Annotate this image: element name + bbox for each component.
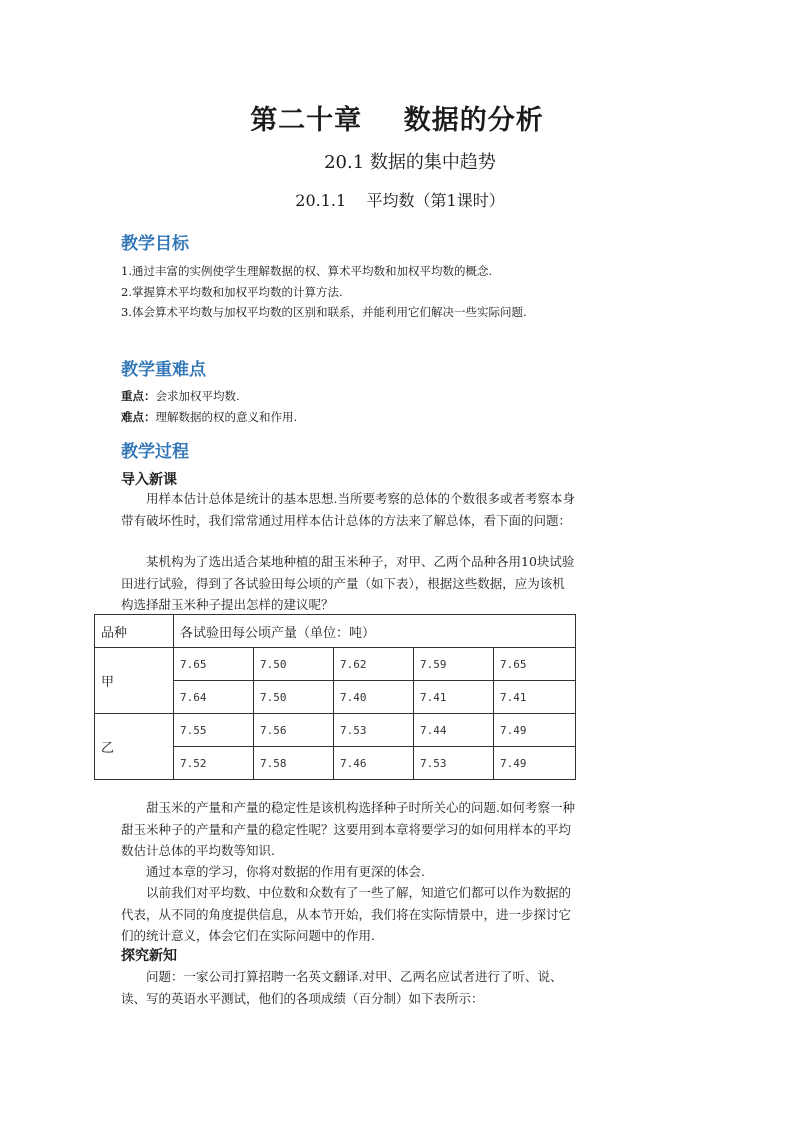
- table-row: [95, 714, 576, 747]
- difficult-point: [121, 407, 577, 429]
- table-cell: 7.41: [494, 681, 576, 714]
- after-table-paragraph-2: 通过本章的学习，你将对数据的作用有更深的体会.: [146, 864, 425, 879]
- table-cell: 7.64: [174, 681, 254, 714]
- table-cell: 7.44: [414, 714, 494, 747]
- table-cell: 7.53: [414, 747, 494, 780]
- table-cell: 7.41: [414, 681, 494, 714]
- table-row: [95, 648, 576, 681]
- difficult-point-label: 难点：: [121, 410, 156, 424]
- lesson-title: 20.1.1 平均数（第1课时）: [295, 191, 505, 210]
- table-cell: 7.59: [414, 648, 494, 681]
- explore-heading: 探究新知: [121, 948, 177, 964]
- section-title: 20.1 数据的集中趋势: [324, 152, 496, 173]
- key-point-text: 会求加权平均数.: [155, 389, 240, 403]
- difficult-point-text: 理解数据的权的意义和作用.: [155, 410, 298, 424]
- yield-table: [94, 614, 576, 780]
- table-cell: 7.65: [494, 648, 576, 681]
- objective-item-1: 1.通过丰富的实例使学生理解数据的权、算术平均数和加权平均数的概念.: [121, 264, 493, 278]
- table-cell: 7.49: [494, 714, 576, 747]
- header-variety: 品种: [95, 615, 174, 648]
- key-point-label: 重点：: [121, 389, 156, 403]
- objective-item-2: 2.掌握算术平均数和加权平均数的计算方法.: [121, 285, 343, 299]
- table-cell: 7.46: [334, 747, 414, 780]
- table-cell: 7.50: [254, 681, 334, 714]
- table-cell: 7.65: [174, 648, 254, 681]
- explore-paragraph-1: 问题：一家公司打算招聘一名英文翻译.对甲、乙两名应试者进行了听、说、读、写的英语水平测试，他们的各项成绩（百分制）如下表所示：: [121, 969, 563, 1006]
- key-points-heading: 教学重难点: [121, 360, 206, 380]
- chapter-title: 第二十章 数据的分析: [250, 105, 544, 136]
- intro-paragraph-1: 用样本估计总体是统计的基本思想.当所要考察的总体的个数很多或者考察本身带有破坏性时，我们常常通过用样本估计总体的方法来了解总体，看下面的问题：: [121, 491, 575, 528]
- variety-yi: 乙: [95, 714, 174, 780]
- table-header-row: [95, 615, 576, 648]
- table-cell: 7.56: [254, 714, 334, 747]
- after-table-paragraph-1: 甜玉米的产量和产量的稳定性是该机构选择种子时所关心的问题.如何考察一种甜玉米种子的产量和产量的稳定性呢？这要用到本章将要学习的如何用样本的平均数估计总体的平均数等知识.: [121, 800, 575, 858]
- objectives-heading: 教学目标: [121, 234, 189, 254]
- table-cell: 7.55: [174, 714, 254, 747]
- after-table-paragraph-3: 以前我们对平均数、中位数和众数有了一些了解，知道它们都可以作为数据的代表，从不同的角度提供信息，从本节开始，我们将在实际情景中，进一步探讨它们的统计意义，体会它们在实际问题中的作用.: [121, 885, 572, 943]
- intro-heading: 导入新课: [121, 472, 177, 488]
- table-cell: 7.49: [494, 747, 576, 780]
- table-cell: 7.50: [254, 648, 334, 681]
- objective-item-3: 3.体会算术平均数与加权平均数的区别和联系，并能利用它们解决一些实际问题.: [121, 305, 527, 319]
- table-cell: 7.58: [254, 747, 334, 780]
- table-cell: 7.40: [334, 681, 414, 714]
- intro-paragraph-2: 某机构为了选出适合某地种植的甜玉米种子，对甲、乙两个品种各用10块试验田进行试验，得到了各试验田每公顷的产量（如下表），根据这些数据，应为该机构选择甜玉米种子提出怎样的建议呢？: [121, 554, 575, 612]
- table-cell: 7.52: [174, 747, 254, 780]
- header-yield: 各试验田每公顷产量（单位：吨）: [174, 615, 576, 648]
- table-cell: 7.53: [334, 714, 414, 747]
- table-cell: 7.62: [334, 648, 414, 681]
- process-heading: 教学过程: [121, 442, 189, 462]
- variety-jia: 甲: [95, 648, 174, 714]
- key-point: [121, 386, 577, 408]
